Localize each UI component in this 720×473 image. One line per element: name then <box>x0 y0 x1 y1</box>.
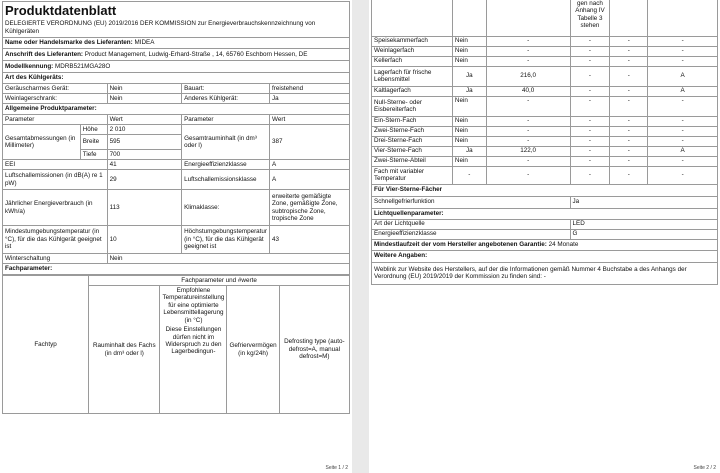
compartment-temp: - <box>570 86 610 96</box>
eei-label: EEI <box>3 160 108 170</box>
energy-class-value: A <box>270 160 350 170</box>
type-value: Nein <box>107 94 181 104</box>
light-class-label: Energieeffizienzklasse <box>372 229 571 239</box>
dimension-name: Breite <box>80 135 107 150</box>
volume-column-header: Rauminhalt des Fachs (in dm³ oder l) <box>89 286 160 414</box>
compartment-defrost: A <box>648 146 718 156</box>
compartment-temp: - <box>570 66 610 86</box>
datasheet-table-1 <box>2 1 350 275</box>
model-label: Modellkennung: <box>5 62 54 70</box>
compartment-present: Ja <box>452 86 486 96</box>
type-label: Weinlagerschrank: <box>3 94 108 104</box>
compartment-defrost: - <box>648 96 718 116</box>
model-row <box>3 61 350 73</box>
compartment-name: Lagerfach für frische Lebensmittel <box>372 66 453 86</box>
supplier-name-label: Name oder Handelsmarke des Lieferanten: <box>5 39 133 47</box>
eei-value: 41 <box>107 160 181 170</box>
compartment-defrost: - <box>648 116 718 126</box>
compartment-freeze: - <box>610 66 648 86</box>
compartment-volume: - <box>486 96 570 116</box>
compartment-defrost: - <box>648 36 718 46</box>
compartment-name: Kellerfach <box>372 56 453 66</box>
compartment-present: Nein <box>452 56 486 66</box>
compartment-name: Kaltlagerfach <box>372 86 453 96</box>
compartment-temp: - <box>570 156 610 166</box>
supplier-name-row <box>3 38 350 49</box>
compartment-volume: - <box>486 156 570 166</box>
max-temp-label: Höchstumgebungstemperatur (in °C), für die das Kühlgerät geeignet ist <box>182 226 270 254</box>
defrost-column-header: Defrosting type (auto-defrost=A, manual defrost=M) <box>279 286 349 414</box>
volume-label: Gesamtrauminhalt (in dm³ oder l) <box>182 125 270 160</box>
compartment-present: - <box>452 166 486 184</box>
quick-freeze-value: Ja <box>570 196 718 208</box>
light-type-label: Art der Lichtquelle <box>372 219 571 229</box>
annual-consumption-label: Jährlicher Energieverbrauch (in kWh/a) <box>3 190 108 226</box>
light-type-value: LED <box>570 219 718 229</box>
noise-value: 29 <box>107 170 181 190</box>
page-number: Seite 1 / 2 <box>325 465 348 471</box>
compartment-temp: - <box>570 96 610 116</box>
compartment-name: Null-Sterne- oder Eisbereiterfach <box>372 96 453 116</box>
document-title: Produktdatenblatt <box>3 2 350 19</box>
compartment-volume: - <box>486 166 570 184</box>
compartment-temp: - <box>570 136 610 146</box>
noise-class-label: Luftschallemissionsklasse <box>182 170 270 190</box>
compartment-name: Zwei-Sterne-Abteil <box>372 156 453 166</box>
compartment-volume: - <box>486 36 570 46</box>
compartment-volume: 122,0 <box>486 146 570 156</box>
compartment-temp: - <box>570 146 610 156</box>
weblink-row <box>372 262 718 284</box>
type-label: Bauart: <box>182 84 270 94</box>
freeze-column-header: Gefriervermögen (in kg/24h) <box>227 286 279 414</box>
warranty-value: 24 Monate <box>548 240 579 248</box>
min-temp-value: 10 <box>107 226 181 254</box>
column-header: Wert <box>107 115 181 125</box>
compartment-present: Ja <box>452 66 486 86</box>
datasheet-page-2 <box>369 0 720 473</box>
type-value: freistehend <box>270 84 350 94</box>
compartment-present: Ja <box>452 146 486 156</box>
type-label: Geräuscharmes Gerät: <box>3 84 108 94</box>
warranty-label: Mindestlaufzeit der vom Hersteller angebotenen Garantie: <box>374 240 547 248</box>
compartment-name: Vier-Sterne-Fach <box>372 146 453 156</box>
light-header: Lichtquellenparameter: <box>372 208 718 219</box>
compartment-defrost: - <box>648 126 718 136</box>
compartment-defrost: - <box>648 136 718 146</box>
dimensions-label: Gesamtabmessungen (in Millimeter) <box>3 125 81 160</box>
compartment-volume: - <box>486 56 570 66</box>
compartment-volume: - <box>486 116 570 126</box>
regulation-text: DELEGIERTE VERORDNUNG (EU) 2019/2016 DER KOMMISSION zur Energieverbrauchskennzeichnung von Kühlgeräten <box>3 19 350 38</box>
compartment-volume: - <box>486 136 570 146</box>
compartment-name: Drei-Sterne-Fach <box>372 136 453 146</box>
four-star-header: Für Vier-Sterne-Fächer <box>372 184 718 196</box>
compartment-defrost: - <box>648 166 718 184</box>
min-temp-label: Mindestumgebungstemperatur (in °C), für die das Kühlgerät geeignet ist <box>3 226 108 254</box>
compartment-freeze: - <box>610 126 648 136</box>
compartment-present: Nein <box>452 96 486 116</box>
type-label: Anderes Kühlgerät: <box>182 94 270 104</box>
compartment-defrost: A <box>648 66 718 86</box>
column-header: Parameter <box>3 115 108 125</box>
general-header: Allgemeine Produktparameter: <box>3 104 350 115</box>
winter-value: Nein <box>107 254 349 264</box>
dimension-name: Tiefe <box>80 150 107 160</box>
compartment-freeze: - <box>610 156 648 166</box>
compartment-freeze: - <box>610 56 648 66</box>
temperature-column-note: gen nach Anhang IV Tabelle 3 stehen <box>570 0 610 36</box>
column-header: Wert <box>270 115 350 125</box>
compartment-table-header <box>2 275 350 414</box>
compartment-freeze: - <box>610 116 648 126</box>
compartment-volume: - <box>486 126 570 136</box>
compartment-freeze: - <box>610 96 648 116</box>
light-class-value: G <box>570 229 718 239</box>
datasheet-page-1 <box>0 0 352 473</box>
compartment-name: Speisekammerfach <box>372 36 453 46</box>
compartment-freeze: - <box>610 36 648 46</box>
compartment-temp: - <box>570 46 610 56</box>
dimension-name: Höhe <box>80 125 107 135</box>
noise-class-value: A <box>270 170 350 190</box>
winter-label: Winterschaltung <box>3 254 108 264</box>
compartment-name: Weinlagerfach <box>372 46 453 56</box>
type-value: Ja <box>270 94 350 104</box>
compartment-present: Nein <box>452 36 486 46</box>
model-value: MDRB521MGA28O <box>55 62 111 70</box>
climate-class-label: Klimaklasse: <box>182 190 270 226</box>
temperature-column-header <box>160 286 227 414</box>
compartment-name: Zwei-Sterne-Fach <box>372 126 453 136</box>
fachtyp-header: Fachtyp <box>3 276 89 414</box>
compartment-header: Fachparameter: <box>3 264 350 275</box>
supplier-address-row <box>3 49 350 61</box>
warranty-row <box>372 239 718 250</box>
dimension-value: 2 010 <box>107 125 181 135</box>
temperature-column-note: Diese Einstellungen dürfen nicht im Widerspruch zu den Lagerbedingun- <box>165 326 222 356</box>
compartment-freeze: - <box>610 146 648 156</box>
compartment-temp: - <box>570 116 610 126</box>
compartment-volume: 216,0 <box>486 66 570 86</box>
compartment-present: Nein <box>452 156 486 166</box>
supplier-address-value: Product Management, Ludwig-Erhard-Straße , 14, 65760 Eschborn Hessen, DE <box>84 50 308 58</box>
column-header: Parameter <box>182 115 270 125</box>
compartment-volume: - <box>486 46 570 56</box>
max-temp-value: 43 <box>270 226 350 254</box>
more-info-header: Weitere Angaben: <box>372 250 718 262</box>
compartment-group-header: Fachparameter und #werte <box>89 276 350 286</box>
compartment-temp: - <box>570 166 610 184</box>
supplier-address-label: Anschrift des Lieferanten: <box>5 50 84 58</box>
compartment-freeze: - <box>610 86 648 96</box>
supplier-name-value: MIDEA <box>134 39 155 47</box>
compartment-freeze: - <box>610 166 648 184</box>
compartment-defrost: - <box>648 156 718 166</box>
compartment-temp: - <box>570 126 610 136</box>
temperature-column-text: Empfohlene Temperatureinstellung für eine optimierte Lebensmittellagerung (in °C) <box>162 287 225 324</box>
type-header: Art des Kühlgeräts: <box>3 73 350 84</box>
annual-consumption-value: 113 <box>107 190 181 226</box>
page-number: Seite 2 / 2 <box>693 465 716 471</box>
compartment-defrost: - <box>648 56 718 66</box>
compartment-freeze: - <box>610 136 648 146</box>
compartment-temp: - <box>570 56 610 66</box>
weblink-text: Weblink zur Website des Herstellers, auf der die Informationen gemäß Nummer 4 Buchstabe a des Anhangs der Verordnung (EU) 2019/2019 der Kommission zu finden sind: <box>374 265 687 280</box>
weblink-value: - <box>543 273 546 280</box>
compartment-present: Nein <box>452 46 486 56</box>
noise-label: Luftschallemissionen (in dB(A) re 1 pW) <box>3 170 108 190</box>
compartment-defrost: A <box>648 86 718 96</box>
energy-class-label: Energieeffizienzklasse <box>182 160 270 170</box>
compartment-name: Ein-Stern-Fach <box>372 116 453 126</box>
compartment-present: Nein <box>452 136 486 146</box>
compartment-temp: - <box>570 36 610 46</box>
compartment-defrost: - <box>648 46 718 56</box>
compartment-table <box>371 0 718 285</box>
compartment-name: Fach mit variabler Temperatur <box>372 166 453 184</box>
type-value: Nein <box>107 84 181 94</box>
dimension-value: 700 <box>107 150 181 160</box>
compartment-volume: 40,0 <box>486 86 570 96</box>
climate-class-value: erweiterte gemäßigte Zone, gemäßigte Zone, subtropische Zone, tropische Zone <box>270 190 350 226</box>
quick-freeze-label: Schnellgefrierfunktion <box>372 196 571 208</box>
volume-value: 387 <box>270 125 350 160</box>
compartment-freeze: - <box>610 46 648 56</box>
compartment-present: Nein <box>452 116 486 126</box>
dimension-value: 595 <box>107 135 181 150</box>
compartment-present: Nein <box>452 126 486 136</box>
